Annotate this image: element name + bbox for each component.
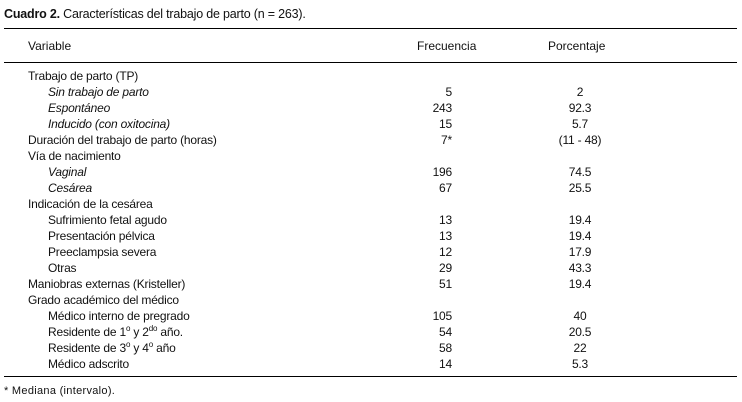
row-label: Otras bbox=[48, 261, 77, 275]
table-row bbox=[0, 100, 742, 116]
row-percentage: (11 - 48) bbox=[558, 133, 602, 147]
row-label: Presentación pélvica bbox=[48, 229, 155, 243]
header-percentage: Porcentaje bbox=[548, 39, 606, 53]
row-percentage: 25.5 bbox=[568, 181, 592, 195]
row-percentage: 17.9 bbox=[568, 245, 592, 259]
caption-label: Cuadro 2. bbox=[4, 7, 60, 21]
header-variable: Variable bbox=[28, 39, 72, 53]
row-label: Vaginal bbox=[48, 165, 87, 179]
row-label: Vía de nacimiento bbox=[28, 149, 121, 163]
table-row bbox=[0, 148, 742, 164]
row-label: Maniobras externas (Kristeller) bbox=[28, 277, 186, 291]
row-label: Inducido (con oxitocina) bbox=[48, 117, 170, 131]
row-label: Indicación de la cesárea bbox=[28, 197, 153, 211]
row-frequency: 58 bbox=[439, 341, 452, 355]
row-label: Cesárea bbox=[48, 181, 92, 195]
row-percentage: 74.5 bbox=[568, 165, 592, 179]
caption-text: Características del trabajo de parto (n = 263). bbox=[63, 7, 306, 21]
row-label: Médico interno de pregrado bbox=[48, 309, 190, 323]
header-rule bbox=[4, 62, 737, 63]
row-frequency: 243 bbox=[432, 101, 452, 115]
row-frequency: 13 bbox=[439, 229, 452, 243]
row-frequency: 196 bbox=[432, 165, 452, 179]
row-label: Duración del trabajo de parto (horas) bbox=[28, 133, 217, 147]
row-percentage: 19.4 bbox=[568, 277, 592, 291]
row-percentage: 2 bbox=[576, 85, 584, 99]
row-label: Residente de 3$^o$ y 4$^o$ año bbox=[48, 340, 176, 355]
table-row bbox=[0, 196, 742, 212]
row-frequency: 5 bbox=[445, 85, 452, 99]
row-frequency: 12 bbox=[439, 245, 452, 259]
table-row bbox=[0, 180, 742, 196]
row-frequency: 7* bbox=[441, 133, 452, 147]
row-frequency: 13 bbox=[439, 213, 452, 227]
row-frequency: 67 bbox=[439, 181, 452, 195]
table-row bbox=[0, 324, 742, 340]
row-label: Médico adscrito bbox=[48, 357, 130, 371]
row-frequency: 14 bbox=[439, 357, 452, 371]
table-row bbox=[0, 116, 742, 132]
table-row bbox=[0, 308, 742, 324]
table-row bbox=[0, 68, 742, 84]
row-percentage: 92.3 bbox=[568, 101, 592, 115]
row-label: Grado académico del médico bbox=[28, 293, 179, 307]
row-frequency: 51 bbox=[439, 277, 452, 291]
table-row bbox=[0, 84, 742, 100]
table-footnote: * Mediana (intervalo). bbox=[4, 385, 116, 397]
table-caption bbox=[4, 7, 306, 21]
row-frequency: 54 bbox=[439, 325, 452, 339]
row-label: Espontáneo bbox=[48, 101, 111, 115]
row-percentage: 19.4 bbox=[568, 213, 592, 227]
row-label: Sin trabajo de parto bbox=[48, 85, 149, 99]
row-percentage: 40 bbox=[573, 309, 587, 323]
row-percentage: 20.5 bbox=[568, 325, 592, 339]
top-rule bbox=[4, 28, 737, 29]
bottom-rule bbox=[4, 376, 737, 377]
row-percentage: 19.4 bbox=[568, 229, 592, 243]
table-row bbox=[0, 244, 742, 260]
table-row bbox=[0, 260, 742, 276]
row-frequency: 15 bbox=[439, 117, 452, 131]
table-row bbox=[0, 164, 742, 180]
row-frequency: 105 bbox=[432, 309, 452, 323]
header-frequency: Frecuencia bbox=[417, 39, 477, 53]
table-row bbox=[0, 356, 742, 372]
row-frequency: 29 bbox=[439, 261, 452, 275]
row-label: Trabajo de parto (TP) bbox=[28, 69, 139, 83]
row-percentage: 43.3 bbox=[568, 261, 592, 275]
row-label: Preeclampsia severa bbox=[48, 245, 157, 259]
row-percentage: 22 bbox=[573, 341, 587, 355]
row-percentage: 5.3 bbox=[571, 357, 589, 371]
row-label: Residente de 1$^o$ y $2^{do}$ año. bbox=[48, 324, 183, 339]
table-row bbox=[0, 212, 742, 228]
table-row bbox=[0, 276, 742, 292]
row-percentage: 5.7 bbox=[571, 117, 589, 131]
table-row bbox=[0, 292, 742, 308]
table-row bbox=[0, 132, 742, 148]
table-row bbox=[0, 228, 742, 244]
table-row bbox=[0, 340, 742, 356]
row-label: Sufrimiento fetal agudo bbox=[48, 213, 167, 227]
